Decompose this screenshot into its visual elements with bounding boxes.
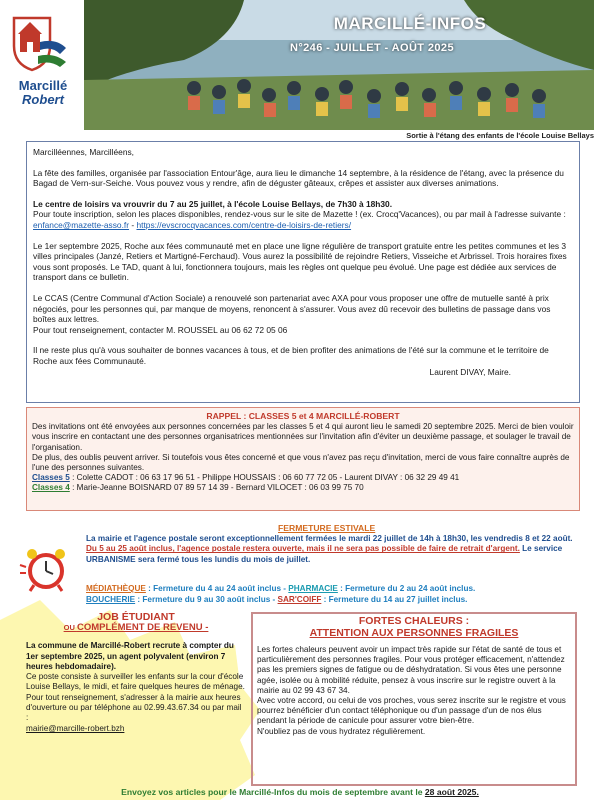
- reminder-title: RAPPEL : CLASSES 5 et 4 MARCILLÉ-ROBERT: [206, 411, 400, 421]
- boucherie-label: BOUCHERIE: [86, 594, 136, 604]
- alarm-clock-icon: [18, 545, 74, 593]
- mediatheque-dates: : Fermeture du 4 au 24 août inclus -: [145, 584, 289, 593]
- reminder-invitations: Des invitations ont été envoyées aux personnes concernées par les classes 5 et 4 qui auront lieu le samedi 20 septembre 2025. Merci de bien vouloir vous inscrire en contactant une des personnes organisatrices mentionnées sur l'invitation afin d'éviter un deuxième passage, et soulager le travail de l'organisation.: [32, 422, 574, 452]
- footer-text: Envoyez vos articles pour le Marcillé-Infos du mois de septembre avant le: [121, 787, 425, 797]
- mediatheque-label: MÉDIATHÈQUE: [86, 584, 146, 593]
- leisure-centre-info: Pour toute inscription, selon les places disponibles, rendez-vous sur le site de Mazette ! (ex. Crocq'Vacances), ou par mail à l'adresse suivante :: [33, 209, 566, 220]
- municipal-logo: [10, 12, 76, 124]
- urbanism-closure: Le service URBANISME sera fermé tous les lundis du mois de juillet.: [86, 544, 563, 564]
- job-subtitle: [26, 623, 246, 633]
- editorial-closing: Il ne reste plus qu'à vous souhaiter de bonnes vacances à tous, et de bien profiter des animations de l'été sur la commune et le territoire de Roche aux fées Communauté.: [33, 345, 549, 366]
- heatwave-register: Avec votre accord, ou celui de vos proches, vous serez inscrite sur le registre et vous pourrez bénéficier d'un contact téléphonique ou d'un passage d'un de nos élus pendant la période de canicule pour assurer votre bien-être.: [257, 696, 566, 726]
- job-email-link[interactable]: mairie@marcille-robert.bzh: [26, 723, 125, 733]
- post-office-notice: [86, 544, 586, 565]
- job-subtitle-text: COMPLÉMENT DE REVENU -: [76, 622, 209, 633]
- town-hall-closure: La mairie et l'agence postale seront exceptionnellement fermées le mardi 22 juillet de 14h à 18h30, les vendredis 8 et 22 août.: [86, 534, 573, 543]
- logo-subname: Robert: [22, 92, 64, 107]
- pharmacie-dates: : Fermeture du 2 au 24 août inclus.: [337, 584, 476, 593]
- editorial-ccas: Le CCAS (Centre Communal d'Action Sociale) a renouvelé son partenariat avec AXA pour vous proposer une offre de mutuelle santé à prix négociés, pour les personnes qui, par manque de moyens, renoncent à s'assurer. Vous avez dû recevoir des bulletins de passage dans vos boîtes aux lettres.: [33, 292, 551, 325]
- mayor-editorial: [26, 141, 580, 403]
- issue-number: N°246 - JUILLET - AOÛT 2025: [290, 42, 454, 54]
- leisure-email-link[interactable]: enfance@mazette-asso.fr: [33, 219, 130, 230]
- sarcoiff-dates: : Fermeture du 14 au 27 juillet inclus.: [321, 594, 468, 604]
- leisure-website-link[interactable]: https://evscrocqvacances.com/centre-de-loisirs-de-retiers/: [136, 219, 352, 230]
- job-subtitle-prefix: OU: [63, 623, 77, 632]
- job-title: JOB ÉTUDIANT: [97, 611, 175, 623]
- post-office-no-withdrawal: Du 5 au 25 août inclus, l'agence postale restera ouverte, mais il ne sera pas possible de faire de retrait d'argent.: [86, 544, 520, 554]
- reminder-forgotten: De plus, des oublis peuvent arriver. Si toutefois vous êtes concerné et que vous n'avez pas reçu d'invitation, merci de vous faire connaître auprès de l'une des personnes suivantes.: [32, 452, 570, 473]
- classes4-label: Classes 4: [32, 483, 70, 493]
- job-recruitment: La commune de Marcillé-Robert recrute à compter du 1er septembre 2025, un agent polyvalent (environ 7 heures hebdomadaire).: [26, 641, 234, 671]
- heatwave-title: FORTES CHALEURS :: [358, 615, 470, 627]
- submission-footer: [0, 787, 600, 797]
- summer-closure-notice: [86, 534, 586, 565]
- shop-closures-line1: [86, 584, 586, 595]
- job-contact: Pour tout renseignement, s'adresser à la mairie aux heures d'ouverture ou par téléphone au 02.99.43.67.34 ou par mail :: [26, 692, 242, 723]
- editorial-transport: Le 1er septembre 2025, Roche aux fées communauté met en place une ligne régulière de transport gratuite entre les petites communes et les 3 villes principales (Janzé, Retiers et Martigné-Ferchaud). Vous aurez la possibilité de rejoindre Retiers, Visseiche et Arbrissel. Trois horaires fixes vous sont proposés. Le TAD, quant à lui, fonctionnera toujours, mais les règles ont quelque peu évolué. Une page est dédiée aux services de transport dans ce bulletin.: [33, 240, 567, 283]
- student-job-ad: [26, 612, 246, 734]
- job-description: Ce poste consiste à surveiller les enfants sur la cour d'école Louise Bellays, le midi, et faire quelques heures de ménage.: [26, 672, 245, 692]
- classes5-contacts: [32, 473, 574, 483]
- classes5-text: : Colette CADOT : 06 63 17 96 51 - Philippe HOUSSAIS : 06 60 77 72 05 - Laurent DIVAY : 06 32 29 49 41: [69, 473, 460, 483]
- pharmacie-label: PHARMACIE: [288, 584, 338, 593]
- heatwave-advice: Les fortes chaleurs peuvent avoir un impact très rapide sur l'état de santé de tous et particulièrement des personnes fragiles. Pour vous protéger efficacement, n'attendez pas les premiers signes de fatigue ou de déshydratation. Si vous êtes une personne agée, isolée ou à mobilité réduite, pensez à vous inscrire sur le registre ouvert à la mairie au 02 99 43 67 34.: [257, 645, 565, 695]
- masthead: [0, 0, 600, 140]
- mayor-signature: Laurent DIVAY, Maire.: [429, 366, 511, 377]
- sarcoiff-label: SAR'COIFF: [277, 594, 322, 604]
- editorial-leisure-centre: [33, 199, 573, 231]
- classes5-label: Classes 5: [32, 473, 70, 483]
- classes-reminder: [26, 407, 580, 511]
- boucherie-dates: : Fermeture du 9 au 30 août inclus -: [135, 594, 278, 604]
- editorial-greeting: Marcilléennes, Marcilléens,: [33, 147, 135, 157]
- footer-deadline: 28 août 2025.: [424, 787, 479, 797]
- castle-shield-icon: [10, 12, 72, 74]
- logo-name: Marcillé: [18, 78, 68, 93]
- editorial-family-party: La fête des familles, organisée par l'association Entour'âge, aura lieu le dimanche 14 septembre, à la résidence de l'étang, avec la présence du Bagad de Vern-sur-Seiche. Vous pouvez vous y rendre, afin de déguster gâteaux, crêpes et assister aux diverses animations.: [33, 167, 564, 189]
- classes4-contacts: [32, 483, 574, 493]
- leisure-centre-dates: Le centre de loisirs va vrouvrir du 7 au 25 juillet, à l'école Louise Bellays, de 7h30 à 18h30.: [33, 198, 393, 209]
- heatwave-subtitle: ATTENTION AUX PERSONNES FRAGILES: [309, 626, 519, 639]
- magazine-title: MARCILLÉ-INFOS: [333, 14, 487, 33]
- editorial-ccas-contact: Pour tout renseignement, contacter M. ROUSSEL au 06 62 72 05 06: [33, 324, 288, 335]
- photo-caption: Sortie à l'étang des enfants de l'école Louise Bellays: [406, 131, 594, 140]
- heatwave-notice: [251, 612, 577, 786]
- link-separator: -: [129, 219, 137, 230]
- heatwave-hydrate: N'oubliez pas de vous hydratez régulièrement.: [257, 726, 426, 736]
- classes4-text: : Marie-Jeanne BOISNARD 07 89 57 14 39 - Bernard VILOCET : 06 03 99 75 70: [69, 483, 364, 493]
